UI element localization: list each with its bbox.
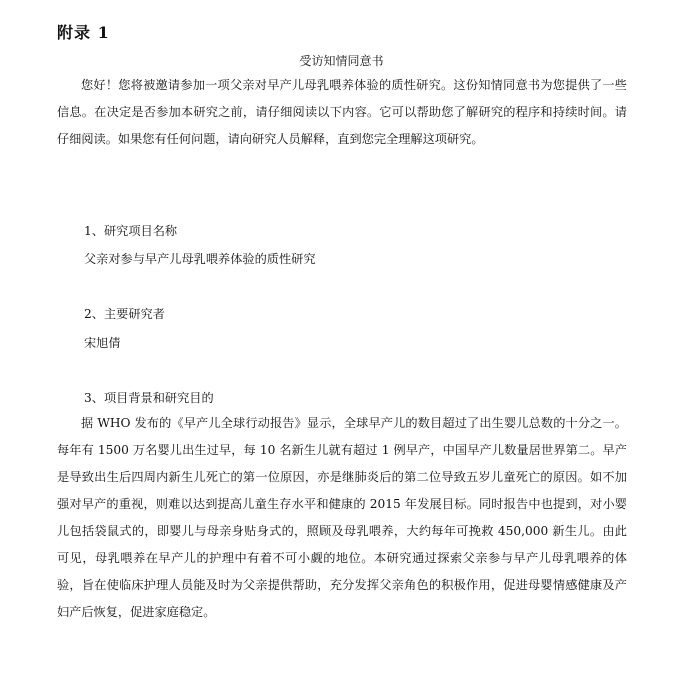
intro-paragraph: 您好！您将被邀请参加一项父亲对早产儿母乳喂养体验的质性研究。这份知情同意书为您提供了一些信息。在决定是否参加本研究之前，请仔细阅读以下内容。它可以帮助您了解研究的程序和持续时间。请仔细阅读。如果您有任何问题，请向研究人员解释，直到您完全理解这项研究。 bbox=[57, 78, 627, 146]
section-3-heading: 3、项目背景和研究目的 bbox=[84, 391, 214, 405]
section-2-content: 宋旭倩 bbox=[84, 336, 121, 350]
section-3-paragraph: 据 WHO 发布的《早产儿全球行动报告》显示，全球早产儿的数目超过了出生婴儿总数的十分之一。每年有 1500 万名婴儿出生过早，每 10 名新生儿就有超过 1 例早产，中国早产儿数量居世界第二。早产是导致出生后四周内新生儿死亡的第一位原因，亦是继肺炎后的第二位导致五岁儿童死亡的原因。如不加强对早产的重视，则难以达到提高儿童生存水平和健康的 2015 年发展目标。同时报告中也提到，对小婴儿包括袋鼠式的，即婴儿与母亲身贴身式的，照顾及母乳喂养，大约每年可挽救 450,000 新生儿。由此可见，母乳喂养在早产儿的护理中有着不可小觑的地位。本研究通过探索父亲参与早产儿母乳喂养的体验，旨在使临床护理人员能及时为父亲提供帮助，充分发挥父亲角色的积极作用，促进母婴情感健康及产妇产后恢复，促进家庭稳定。 bbox=[57, 416, 627, 619]
appendix-label: 附录 1 bbox=[57, 23, 110, 42]
document-title: 受访知情同意书 bbox=[299, 54, 384, 68]
section-1-content: 父亲对参与早产儿母乳喂养体验的质性研究 bbox=[84, 252, 316, 266]
section-2-heading: 2、主要研究者 bbox=[84, 307, 165, 321]
section-1-heading: 1、研究项目名称 bbox=[84, 224, 178, 238]
